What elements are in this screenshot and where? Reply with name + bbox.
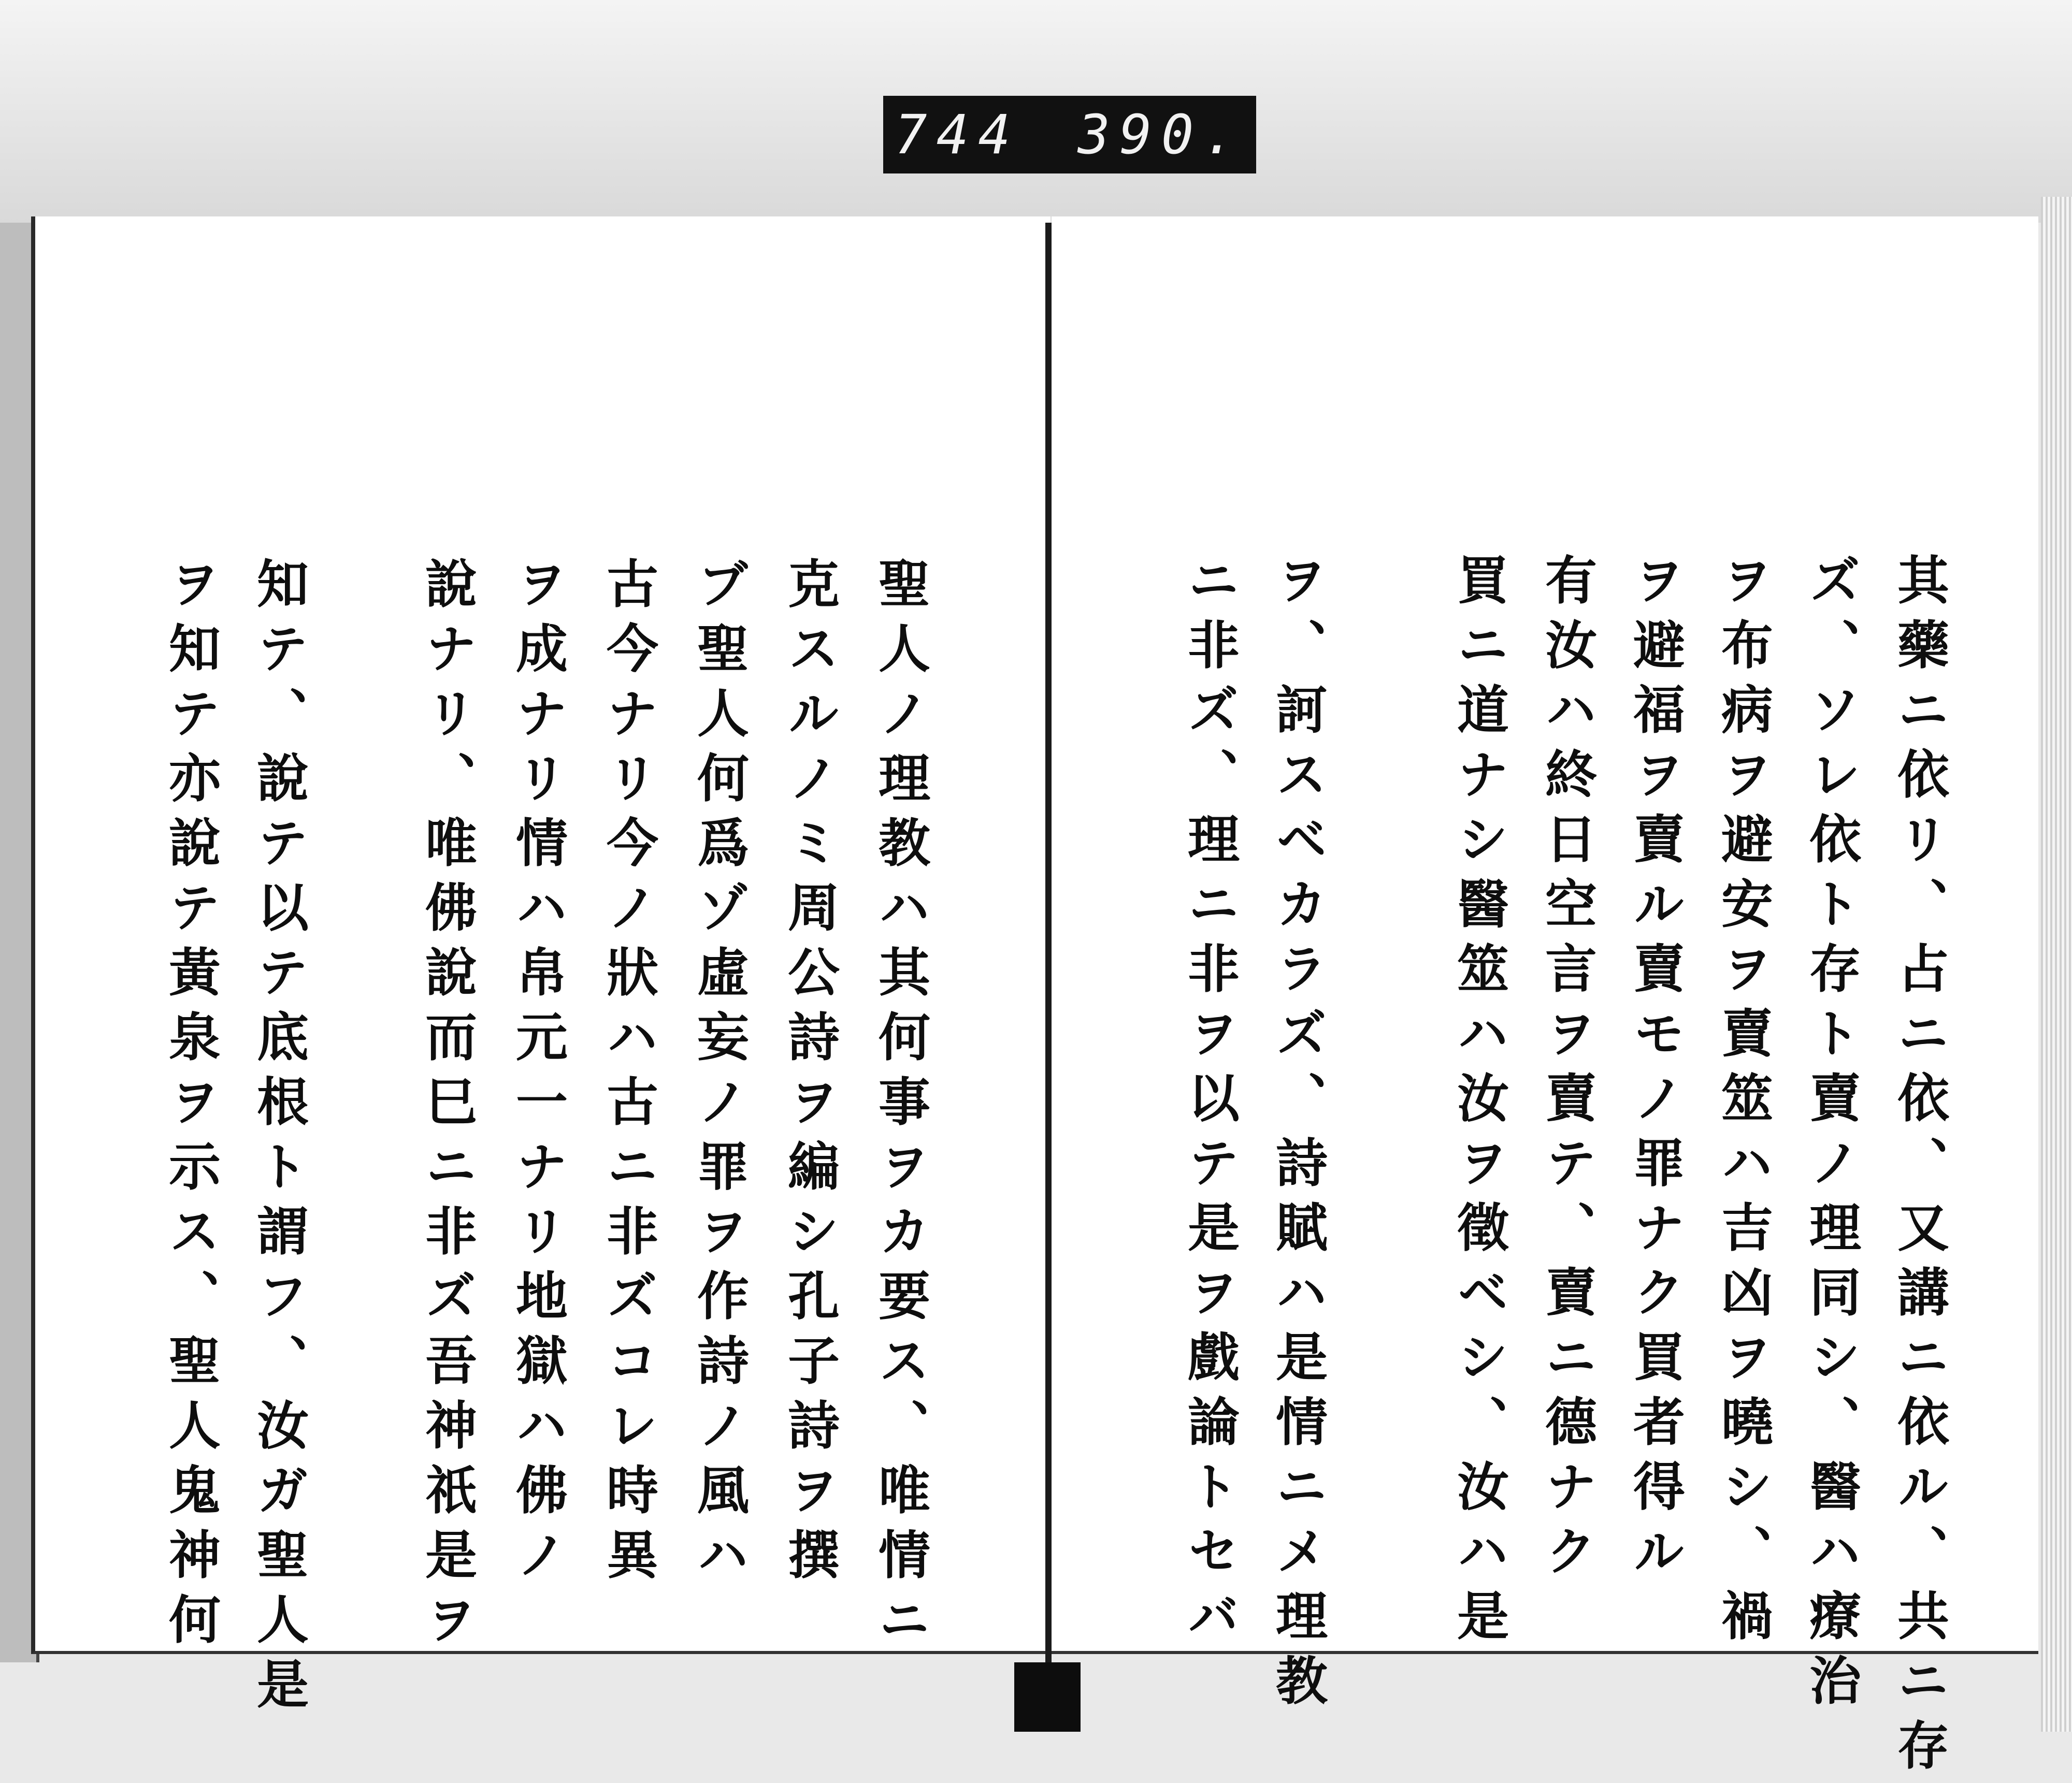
left-column-3: ブ聖人何爲ゾ虛妄ノ罪ヲ作詩ノ風ハ [688, 557, 750, 1592]
right-column-8: ニ非ズ、理ニ非ヲ以テ是ヲ戲論トセバ [1179, 553, 1240, 1654]
left-column-2: 克スルノミ周公詩ヲ編シ孔子詩ヲ撰 [779, 557, 840, 1592]
right-column-7: ヲ、訶スベカラズ、詩賦ハ是情ニメ理教 [1267, 553, 1328, 1718]
right-column-2: ズ、ソレ依ト存ト賣ノ理同シ、醫ハ療治 [1801, 553, 1862, 1718]
left-column-1: 聖人ノ理教ハ其何事ヲカ要ス、唯情ニ [870, 557, 931, 1657]
counter-left: 744 [895, 103, 1020, 166]
book-spine [1045, 223, 1052, 1732]
left-column-7: 知テ、說テ以テ底根ト謂フ、汝ガ聖人是 [248, 557, 309, 1722]
left-column-6: 說ナリ、唯佛說而巳ニ非ズ吾神祇是ヲ [416, 557, 478, 1657]
left-column-4: 古今ナリ今ノ狀ハ古ニ非ズコレ時異 [598, 557, 659, 1592]
counter-right: 390. [1077, 103, 1245, 166]
left-column-8: ヲ知テ亦說テ黃泉ヲ示ス、聖人鬼神何 [160, 557, 221, 1657]
left-column-5: ヲ成ナリ情ハ帛元一ナリ地獄ハ佛ノ [507, 557, 568, 1592]
right-page [1052, 216, 2038, 1783]
right-column-3: ヲ布病ヲ避安ヲ賣筮ハ吉凶ヲ曉シ、禍 [1713, 553, 1774, 1654]
right-column-4: ヲ避福ヲ賣ル賣モノ罪ナク買者得ル [1624, 553, 1686, 1589]
right-column-6: 買ニ道ナシ醫筮ハ汝ヲ徵ベシ、汝ハ是 [1448, 553, 1509, 1654]
right-column-5: 有汝ハ終日空言ヲ賣テ、賣ニ德ナク [1536, 553, 1598, 1589]
right-column-1: 其藥ニ依リ、占ニ依、又講ニ依ル、共ニ存 [1889, 553, 1950, 1783]
book-page-stack [2041, 197, 2072, 1732]
frame-counter [883, 96, 1256, 173]
spine-tab [1014, 1662, 1081, 1732]
left-page [31, 216, 1051, 1722]
